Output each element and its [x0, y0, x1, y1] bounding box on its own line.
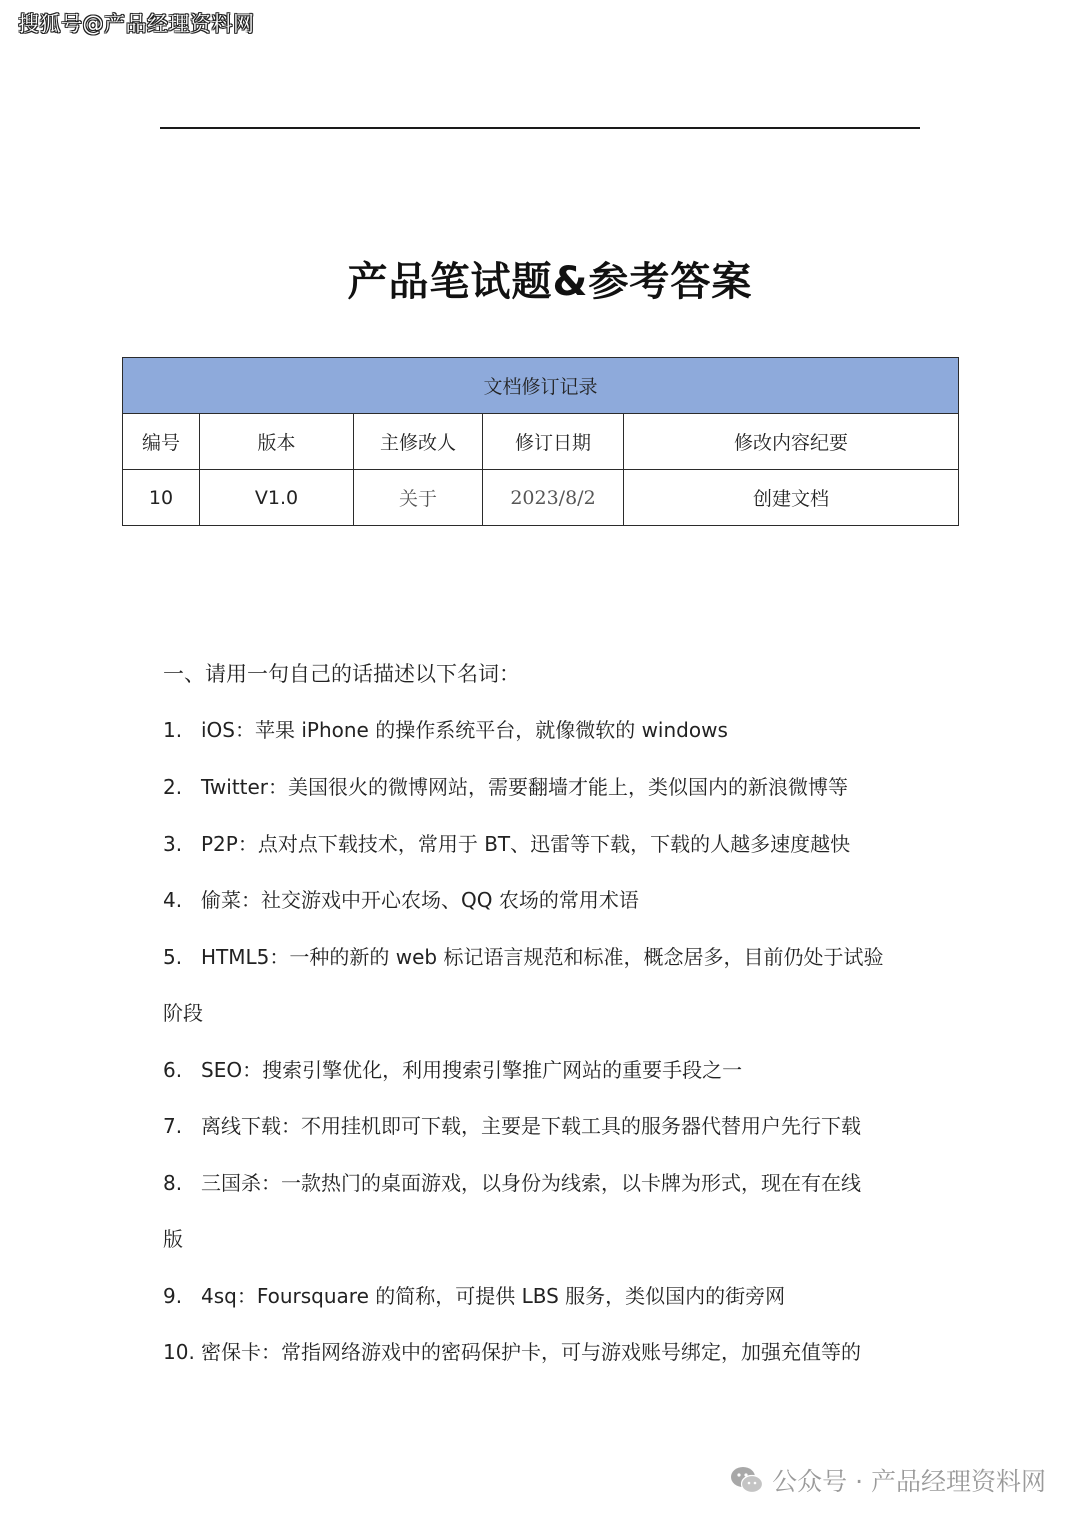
list-item-continuation: 版 [163, 1227, 183, 1251]
list-item-number: 5. [163, 945, 183, 969]
revision-table-caption: 文档修订记录 [123, 358, 959, 414]
list-item-number: 4. [163, 888, 183, 912]
list-item-number: 2. [163, 775, 183, 799]
table-row [123, 470, 959, 526]
cell-editor: 关于 [354, 470, 483, 526]
document-title: 产品笔试题&参考答案 [347, 259, 753, 305]
list-item-text: 离线下载：不用挂机即可下载，主要是下载工具的服务器代替用户先行下载 [201, 1114, 861, 1138]
header-cell-summary: 修改内容纪要 [624, 414, 959, 470]
list-item-number: 3. [163, 832, 183, 856]
list-item [163, 1114, 861, 1138]
list-item-number: 1. [163, 718, 183, 742]
list-item-number: 9. [163, 1284, 183, 1308]
list-item-text: iOS：苹果 iPhone 的操作系统平台，就像微软的 windows [201, 718, 728, 742]
header-cell-date: 修订日期 [483, 414, 624, 470]
header-rule [160, 127, 920, 129]
list-item [163, 832, 850, 856]
header-cell-editor: 主修改人 [354, 414, 483, 470]
header-cell-number: 编号 [123, 414, 200, 470]
list-item [163, 1284, 785, 1308]
list-item [163, 775, 848, 799]
list-item-text: SEO：搜索引擎优化，利用搜索引擎推广网站的重要手段之一 [201, 1058, 743, 1082]
list-item-text: HTML5：一种的新的 web 标记语言规范和标准，概念居多，目前仍处于试验 [201, 945, 884, 969]
cell-date: 2023/8/2 [483, 470, 624, 526]
list-item-continuation: 阶段 [163, 1001, 203, 1025]
list-item-text: P2P：点对点下载技术，常用于 BT、迅雷等下载，下载的人越多速度越快 [201, 832, 851, 856]
list-item [163, 718, 728, 742]
watermark-top: 搜狐号@产品经理资料网 [18, 12, 255, 36]
footer-watermark-text: 公众号 · 产品经理资料网 [772, 1467, 1046, 1496]
header-cell-version: 版本 [200, 414, 354, 470]
list-item-number: 10. [163, 1340, 195, 1364]
list-item-text: 三国杀：一款热门的桌面游戏，以身份为线索，以卡牌为形式，现在有在线 [201, 1171, 861, 1195]
list-item [163, 1171, 861, 1195]
list-item-number: 7. [163, 1114, 183, 1138]
list-item [163, 1058, 742, 1082]
list-item [163, 1340, 861, 1364]
cell-summary: 创建文档 [624, 470, 959, 526]
revision-table [122, 357, 959, 526]
wechat-icon [730, 1465, 764, 1495]
revision-table-header-row [123, 414, 959, 470]
list-item [163, 945, 883, 969]
cell-number: 10 [123, 470, 200, 526]
list-item-number: 6. [163, 1058, 183, 1082]
list-item [163, 888, 639, 912]
section-heading: 一、请用一句自己的话描述以下名词： [163, 662, 520, 686]
cell-version: V1.0 [200, 470, 354, 526]
list-item-number: 8. [163, 1171, 183, 1195]
list-item-text: Twitter：美国很火的微博网站，需要翻墙才能上，类似国内的新浪微博等 [201, 775, 849, 799]
list-item-text: 偷菜：社交游戏中开心农场、QQ 农场的常用术语 [201, 888, 639, 912]
list-item-text: 密保卡：常指网络游戏中的密码保护卡，可与游戏账号绑定，加强充值等的 [201, 1340, 861, 1364]
list-item-text: 4sq：Foursquare 的简称，可提供 LBS 服务，类似国内的街旁网 [201, 1284, 786, 1308]
footer-watermark [730, 1462, 1046, 1498]
